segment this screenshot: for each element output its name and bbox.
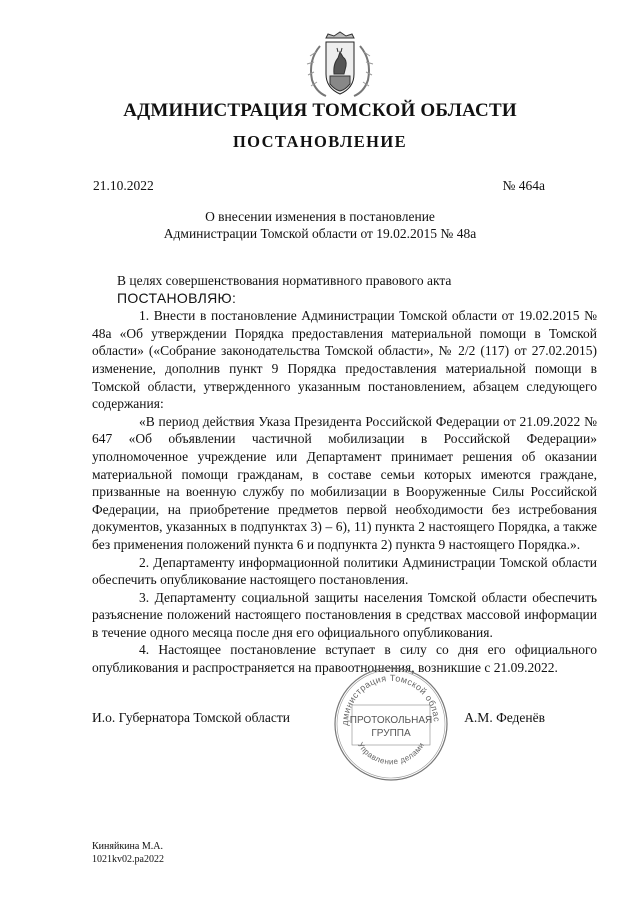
document-number: № 464а — [502, 178, 545, 193]
subject-line-2: Администрации Томской области от 19.02.2015 № 48а — [163, 226, 477, 241]
paragraph-item-1: 1. Внести в постановление Администрации Томской области от 19.02.2015 № 48а «Об утверждении Порядка предоставления материальной помощи в Томской области» («Собрание законодательства Томской области», № 2/2 (117) от 27.02.2015) изменение, дополнив пункт 9 Порядка предоставления материальной помощи в Томской области, утвержденного указанным постановлением, абзацем следующего содержания: — [92, 308, 597, 412]
organization-title: АДМИНИСТРАЦИЯ ТОМСКОЙ ОБЛАСТИ — [123, 100, 517, 121]
stamp-center-line-2: ГРУППА — [371, 728, 411, 739]
document-body — [92, 272, 597, 677]
executor-name: Киняйкина М.А. — [92, 841, 163, 852]
signatory-name: А.М. Феденёв — [464, 710, 545, 725]
paragraph-quote: «В период действия Указа Президента Российской Федерации от 21.09.2022 № 647 «Об объявлении частичной мобилизации в Российской Федерации» уполномоченное учреждение или Департамент принимает решения об оказании материальной помощи гражданам, в составе семьи которых имеются граждане, призванные на военную службу по мобилизации в Вооруженные Силы Российской Федерации, на приобретение предметов первой необходимости без истребования документов, указанных в подпунктах 3) – 6), 11) пункта 2 настоящего Порядка, а также без применения положений пункта 6 и подпункта 2) пункта 9 настоящего Порядка.». — [92, 413, 597, 552]
coat-of-arms-emblem — [300, 30, 380, 100]
preamble: В целях совершенствования нормативного правового акта — [117, 273, 452, 288]
official-stamp — [332, 665, 450, 783]
executor-info — [92, 840, 164, 866]
paragraph-item-3: 3. Департаменту социальной защиты населения Томской области обеспечить разъяснение положений настоящего постановления в средствах массовой информации в течение одного месяца после дня его официального опубликования. — [92, 589, 597, 640]
paragraph-item-2: 2. Департаменту информационной политики Администрации Томской области обеспечить опубликование настоящего постановления. — [92, 554, 597, 588]
signatory-position: И.о. Губернатора Томской области — [92, 710, 290, 725]
paragraph-item-4: 4. Настоящее постановление вступает в силу со дня его официального опубликования и распространяется на правоотношения, возникшие с 21.09.2022. — [92, 642, 597, 676]
subject-line-1: О внесении изменения в постановление — [205, 209, 435, 224]
document-date: 21.10.2022 — [93, 178, 154, 193]
document-subject — [0, 208, 640, 242]
document-type-title: ПОСТАНОВЛЕНИЕ — [232, 132, 408, 151]
svg-text:Управление делами — [356, 741, 426, 767]
decree-word: ПОСТАНОВЛЯЮ: — [117, 289, 237, 306]
executor-code: 1021kv02.pa2022 — [92, 854, 164, 865]
stamp-center-line-1: ПРОТОКОЛЬНАЯ — [349, 715, 433, 726]
stamp-outer-bottom-text: Управление делами — [355, 740, 427, 767]
stamp-outer-top-text: дминистрация Томской облас — [339, 672, 442, 726]
